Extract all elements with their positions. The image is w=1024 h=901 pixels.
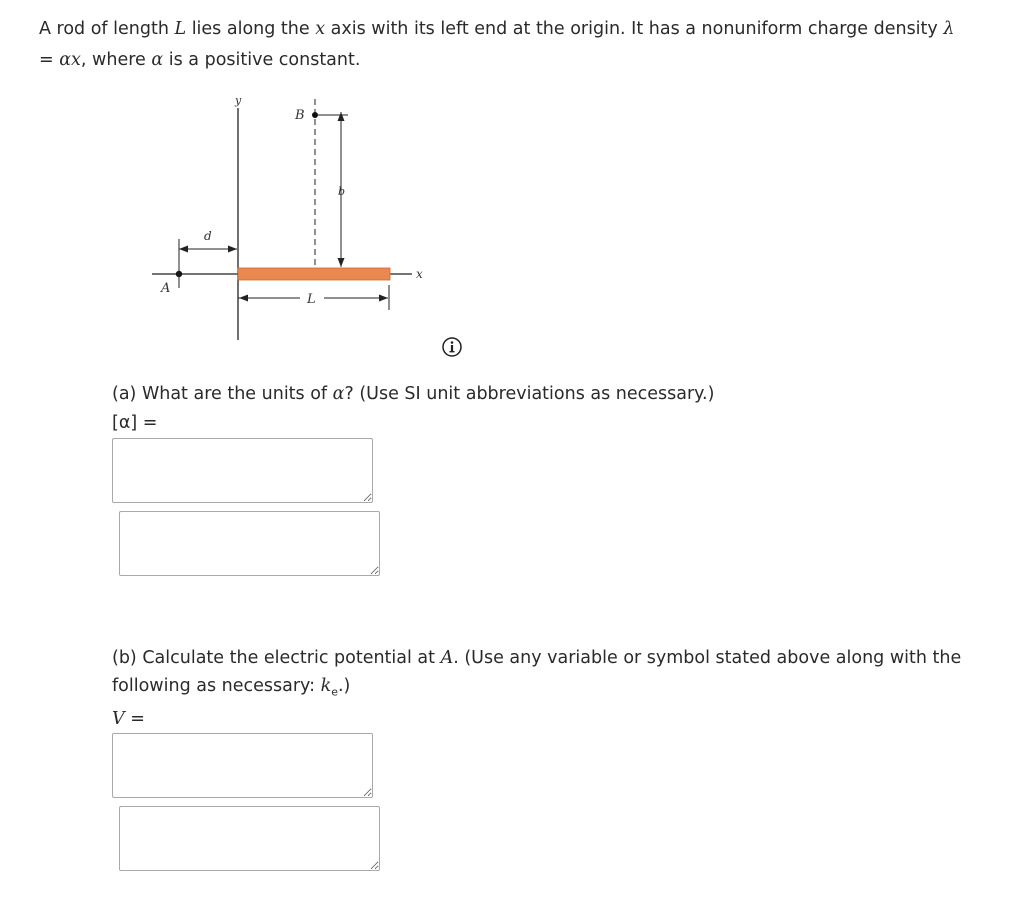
expr-alpha-x: αx <box>59 50 81 70</box>
label-d: d <box>204 229 212 243</box>
question-text: ? (Use SI unit abbreviations as necessary.) <box>344 384 715 404</box>
intro-text: = <box>39 50 60 70</box>
alpha-units-second-input[interactable] <box>119 511 380 576</box>
question-text: .) <box>337 676 351 696</box>
var-A: A <box>440 648 454 668</box>
d-arrow-left <box>179 246 188 253</box>
potential-answer-input[interactable] <box>112 733 373 798</box>
label-y: y <box>235 94 242 107</box>
potential-label <box>112 708 145 730</box>
label-b: b <box>338 185 346 198</box>
intro-text: lies along the <box>186 19 316 39</box>
intro-text: A rod of length <box>39 19 175 39</box>
alpha-units-label: [α] = <box>112 413 158 433</box>
question-text: (b) Calculate the electric potential at <box>112 648 441 668</box>
potential-second-input[interactable] <box>119 806 380 871</box>
part-a-question <box>112 380 1012 408</box>
var-alpha: α <box>332 384 345 404</box>
var-lambda: λ <box>943 19 955 39</box>
L-arrow-right <box>379 295 388 302</box>
intro-text: is a positive constant. <box>163 50 361 70</box>
label-x: x <box>416 267 423 281</box>
charged-rod <box>238 268 390 280</box>
question-text: . (Use any variable or symbol stated above along with the following as necessary: <box>112 648 962 696</box>
intro-text: , where <box>80 50 152 70</box>
part-b-question <box>112 644 1012 707</box>
var-x: x <box>315 19 326 39</box>
rod-diagram <box>140 88 430 348</box>
var-V: V <box>112 709 125 729</box>
b-arrow-up <box>338 112 345 121</box>
label-A: A <box>161 281 171 296</box>
var-L: L <box>174 19 187 39</box>
info-circle-icon[interactable] <box>441 336 463 358</box>
var-k: k <box>320 676 332 696</box>
L-arrow-left <box>239 295 248 302</box>
point-B <box>312 112 318 118</box>
b-arrow-down <box>338 258 345 267</box>
var-alpha: α <box>151 50 164 70</box>
var-k-subscript: e <box>331 685 338 699</box>
d-arrow-right <box>228 246 237 253</box>
question-text: (a) What are the units of <box>112 384 333 404</box>
label-L: L <box>307 292 316 307</box>
problem-statement <box>39 14 1014 76</box>
label-B: B <box>295 108 305 123</box>
equals-sign: = <box>124 709 145 729</box>
intro-text: axis with its left end at the origin. It has a nonuniform charge density <box>325 19 944 39</box>
alpha-units-answer-input[interactable] <box>112 438 373 503</box>
